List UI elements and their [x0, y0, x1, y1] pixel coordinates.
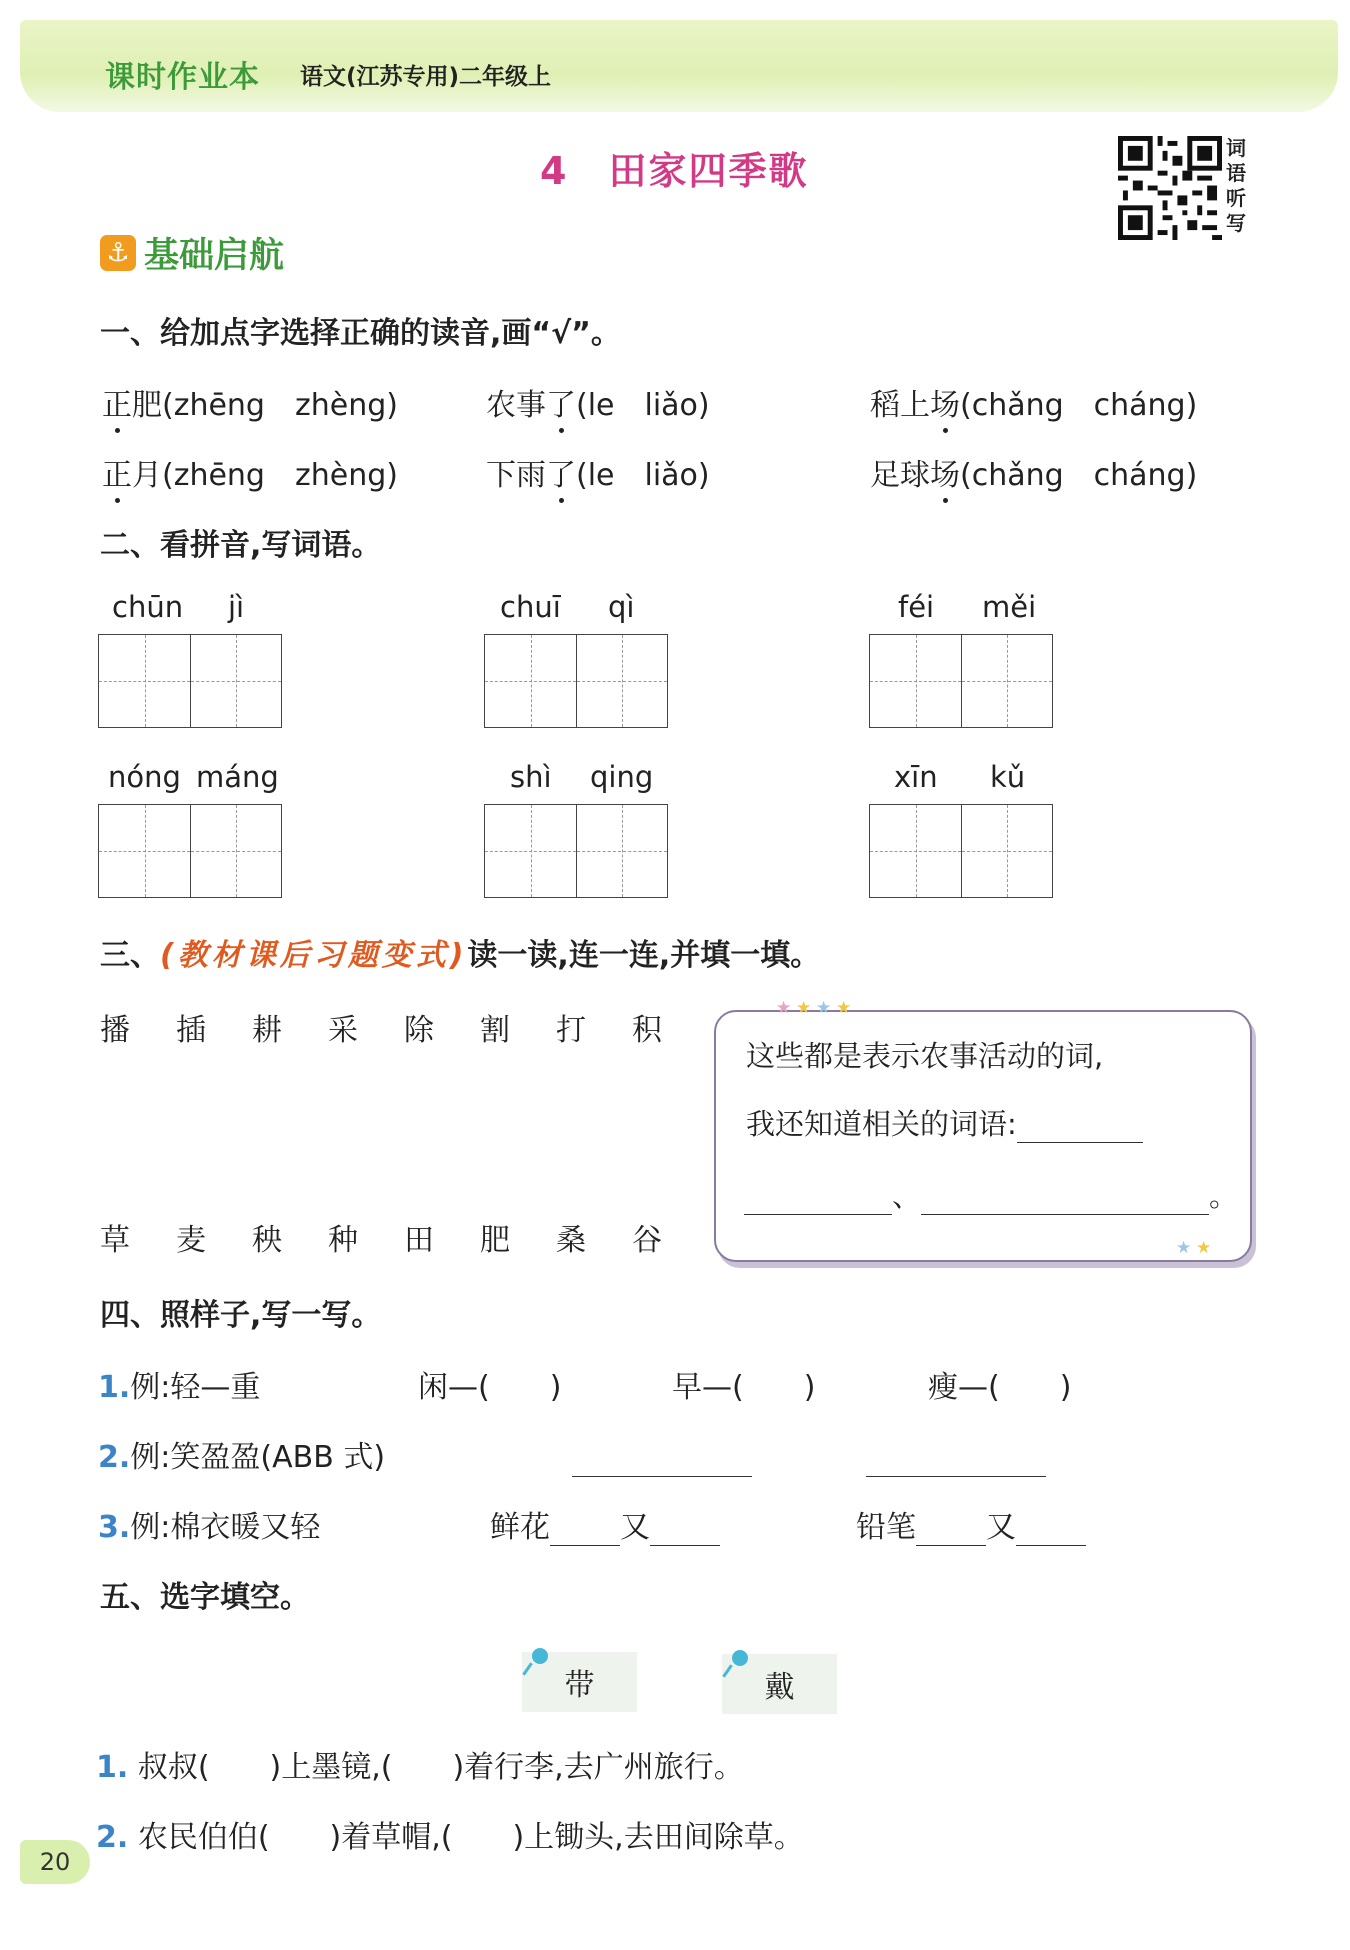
q1-item-4[interactable]: 正月(zhēng zhèng): [102, 458, 398, 493]
q1-item-5[interactable]: 下雨了(le liǎo): [486, 458, 710, 493]
star-icon: ★: [796, 998, 812, 1018]
book-title: 课时作业本: [105, 60, 260, 95]
q2-pinyin-2b: qì: [608, 590, 635, 624]
q3-box-line-2: 我还知道相关的词语:: [746, 1102, 1143, 1143]
page-number: 20: [20, 1840, 90, 1884]
q2-writing-grid[interactable]: [98, 804, 282, 898]
q3-box-line-3: 、 。: [744, 1174, 1238, 1215]
answer-blank[interactable]: [1017, 1112, 1143, 1143]
q2-pinyin-1a: chūn: [112, 590, 184, 624]
q3-bottom-chars[interactable]: 草 麦 秧 种 田 肥 桑 谷: [100, 1223, 662, 1258]
lesson-number: 4: [540, 149, 569, 193]
q1-item-2[interactable]: 农事了(le liǎo): [486, 388, 710, 423]
option-dai-carry[interactable]: 带: [522, 1652, 637, 1712]
q2-pinyin-6b: kǔ: [990, 760, 1026, 794]
q2-pinyin-4b: máng: [196, 760, 279, 794]
q1-item-3[interactable]: 稻上场(chǎng cháng): [870, 388, 1198, 423]
option-dai-wear[interactable]: 戴: [722, 1654, 837, 1714]
anchor-icon: ⚓: [100, 235, 136, 271]
q2-writing-grid[interactable]: [98, 634, 282, 728]
star-icon: ★: [1176, 1238, 1192, 1258]
q4-item-1-c[interactable]: 瘦—( ): [928, 1370, 1072, 1405]
q3-box-line-1: 这些都是表示农事活动的词,: [746, 1039, 1104, 1073]
q2-writing-grid[interactable]: [484, 634, 668, 728]
answer-blank[interactable]: [921, 1184, 1209, 1215]
q4-item-1-b[interactable]: 早—( ): [672, 1370, 816, 1405]
qr-code-icon[interactable]: [1118, 136, 1222, 240]
answer-blank[interactable]: [744, 1184, 892, 1215]
q3-title-tag: (教材课后习题变式): [160, 938, 468, 973]
star-icon: ★: [1196, 1238, 1212, 1258]
q2-pinyin-6a: xīn: [894, 760, 938, 794]
q4-item-3-a[interactable]: 鲜花 又: [490, 1502, 720, 1546]
book-subtitle: 语文(江苏专用)二年级上: [300, 64, 552, 90]
q1-item-1[interactable]: 正肥(zhēng zhèng): [102, 388, 398, 423]
q1-item-6[interactable]: 足球场(chǎng cháng): [870, 458, 1198, 493]
q2-pinyin-5b: qing: [590, 760, 654, 794]
q4-title: 四、照样子,写一写。: [100, 1298, 382, 1333]
lesson-name: 田家四季歌: [608, 149, 809, 193]
q2-pinyin-1b: jì: [228, 590, 245, 624]
q3-top-chars[interactable]: 播 插 耕 采 除 割 打 积: [100, 1013, 662, 1048]
q4-item-2: 2.例:笑盈盈(ABB 式): [98, 1440, 386, 1475]
pin-icon: [732, 1650, 748, 1666]
q4-item-1: 1.例:轻—重: [98, 1370, 261, 1405]
q5-sentence-1[interactable]: 1. 叔叔( )上墨镜,( )着行李,去广州旅行。: [96, 1750, 744, 1785]
qr-label: 词语听写: [1226, 136, 1246, 235]
q2-pinyin-5a: shì: [510, 760, 552, 794]
q2-writing-grid[interactable]: [869, 634, 1053, 728]
q2-pinyin-3a: féi: [898, 590, 935, 624]
star-icon: ★: [816, 998, 832, 1018]
star-icon: ★: [836, 998, 852, 1018]
q4-item-1-a[interactable]: 闲—( ): [418, 1370, 562, 1405]
lesson-title: [540, 140, 808, 195]
q2-pinyin-4a: nóng: [108, 760, 181, 794]
q2-writing-grid[interactable]: [869, 804, 1053, 898]
q1-title: 一、给加点字选择正确的读音,画“√”。: [100, 316, 621, 351]
q5-title: 五、选字填空。: [100, 1580, 310, 1615]
section-title: 基础启航: [144, 236, 285, 276]
section-heading: [100, 228, 284, 278]
q4-item-3: 3.例:棉衣暖又轻: [98, 1510, 321, 1545]
q2-pinyin-3b: měi: [982, 590, 1037, 624]
star-icon: ★: [776, 998, 792, 1018]
pin-icon: [532, 1648, 548, 1664]
q2-pinyin-2a: chuī: [500, 590, 561, 624]
q2-title: 二、看拼音,写词语。: [100, 528, 382, 563]
answer-blank[interactable]: [866, 1446, 1046, 1477]
q2-writing-grid[interactable]: [484, 804, 668, 898]
q5-sentence-2[interactable]: 2. 农民伯伯( )着草帽,( )上锄头,去田间除草。: [96, 1820, 804, 1855]
q4-item-3-b[interactable]: 铅笔 又: [856, 1502, 1086, 1546]
answer-blank[interactable]: [572, 1446, 752, 1477]
q3-note-card: [714, 1010, 1252, 1262]
q3-title: 三、(教材课后习题变式)读一读,连一连,并填一填。: [100, 938, 821, 973]
